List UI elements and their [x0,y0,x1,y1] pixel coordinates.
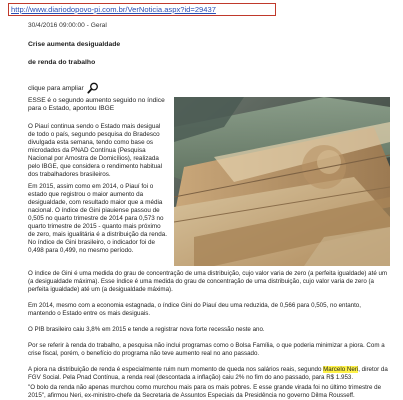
article-headline: Crise aumenta desigualdade [28,41,121,48]
zoom-label: clique para ampliar [28,84,84,92]
paragraph-2: Em 2015, assim como em 2014, o Piauí foi o estado que registrou o maior aumento da desigualdade, com resultado maior que a média nacional. O índice de Gini piauiense passou de 0,505 no quarto trimestre de 2014 para 0,573 no quarto trimestre de 2015 - quanto mais próximo de zero, mais igualitária é a distribuição da renda. No índice de Gini brasileiro, o indicador foi de 0,498 para 0,499, no mesmo período. [28,183,167,254]
money-photo[interactable] [174,97,390,266]
article-date-category: 30/4/2016 09:00:00 - Geral [28,22,107,29]
paragraph-4: Em 2014, mesmo com a economia estagnada, o índice Gini do Piauí deu uma reduzida, de 0,566 para 0,505, no entanto, mantendo o Estado entre os mais desiguais. [28,302,361,317]
paragraph-8: "O bolo da renda não apenas murchou como murchou mais para os mais pobres. E esse grande virada foi no último trimestre de 2015", afirmou Neri, ex-ministro-chefe da Secretaria de Assuntos Especiais da Presidência no governo Dilma Rousseff. [28,384,382,399]
paragraph-5: O PIB brasileiro caiu 3,8% em 2015 e tende a registrar nova forte recessão neste ano. [28,326,265,333]
highlighted-name: Marcelo Neri [323,366,359,373]
zoom-link[interactable] [28,82,99,94]
article-lead: ESSE é o segundo aumento seguido no índice para o Estado, apontou IBGE [28,97,165,113]
article-url-link[interactable]: http://www.diariodopovo-pi.com.br/VerNoticia.aspx?id=29437 [8,3,276,16]
paragraph-6: Por se referir à renda do trabalho, a pesquisa não inclui programas como o Bolsa Família, o que poderia minimizar a piora. Com a crise fiscal, porém, o benefício do programa não teve aumento real no ano passado. [28,342,385,357]
paragraph-7 [28,366,390,382]
paragraph-3: O índice de Gini é uma medida do grau de concentração de uma distribuição, cujo valor varia de zero (a perfeita igualdade) até um (a desigualdade máxima). Esse índice é uma medida do grau de concentração de uma distribuição, cujo valor varia de zero (a perfeita igualdade) até um (a desigualdade máxima). [28,270,388,293]
magnifier-icon[interactable] [87,82,99,94]
paragraph-7-end: , diretor da FGV Social. Pela Pnad Contínua, a renda real (descontada a inflação) caiu 2% no fim do ano passado, para R$ 1.953. [28,366,388,381]
paragraph-7-start: A piora na distribuição de renda é especialmente ruim num momento de queda nos salários reais, segundo [28,366,324,373]
article-subheadline: de renda do trabalho [28,59,96,66]
banknotes-image [174,97,390,266]
paragraph-1: O Piauí continua sendo o Estado mais desigual de todo o país, segundo pesquisa do Bradesco divulgada esta semana, tendo como base os microdados da PNAD Contínua (Pesquisa Nacional por Amostra de Domicílios), realizada pelo IBGE, que considera o rendimento habitual dos trabalhadores brasileiros. [28,123,163,178]
